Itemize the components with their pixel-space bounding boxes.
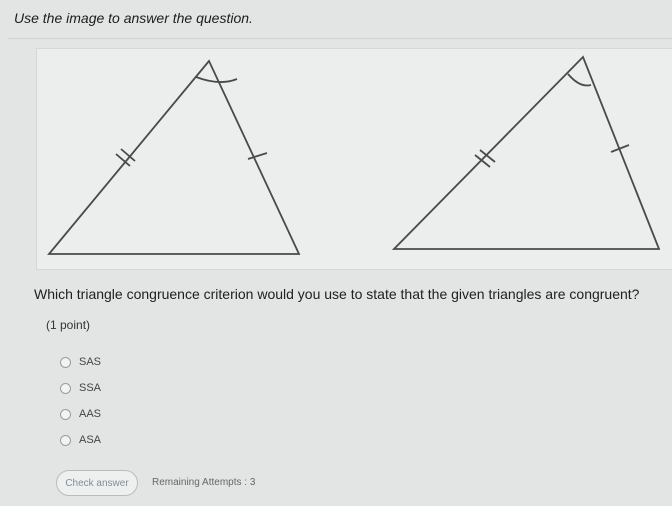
option-label: SSA xyxy=(79,382,102,394)
points-label: (1 point) xyxy=(46,318,91,332)
option-ssa[interactable] xyxy=(60,382,101,394)
option-label: ASA xyxy=(79,434,102,446)
right-triangle-outline xyxy=(394,57,659,249)
left-single-tick xyxy=(248,153,267,159)
radio-button[interactable] xyxy=(60,409,71,420)
triangles-image xyxy=(37,49,672,269)
question-text: Which triangle congruence criterion would you use to state that the given triangles are congruent? xyxy=(34,286,640,302)
option-label: AAS xyxy=(79,408,102,420)
option-sas[interactable] xyxy=(60,356,101,368)
option-asa[interactable] xyxy=(60,434,101,446)
check-answer-button[interactable]: Check answer xyxy=(56,470,138,496)
remaining-attempts: Remaining Attempts : 3 xyxy=(152,477,256,488)
radio-button[interactable] xyxy=(60,357,71,368)
right-angle-arc xyxy=(568,74,591,86)
instruction-text: Use the image to answer the question. xyxy=(14,10,253,26)
right-triangle xyxy=(394,57,659,249)
left-triangle-outline xyxy=(49,61,299,254)
divider xyxy=(8,38,672,39)
radio-button[interactable] xyxy=(60,435,71,446)
radio-button[interactable] xyxy=(60,383,71,394)
left-triangle xyxy=(49,61,299,254)
triangle-figure xyxy=(36,48,672,270)
option-aas[interactable] xyxy=(60,408,101,420)
option-label: SAS xyxy=(79,356,102,368)
